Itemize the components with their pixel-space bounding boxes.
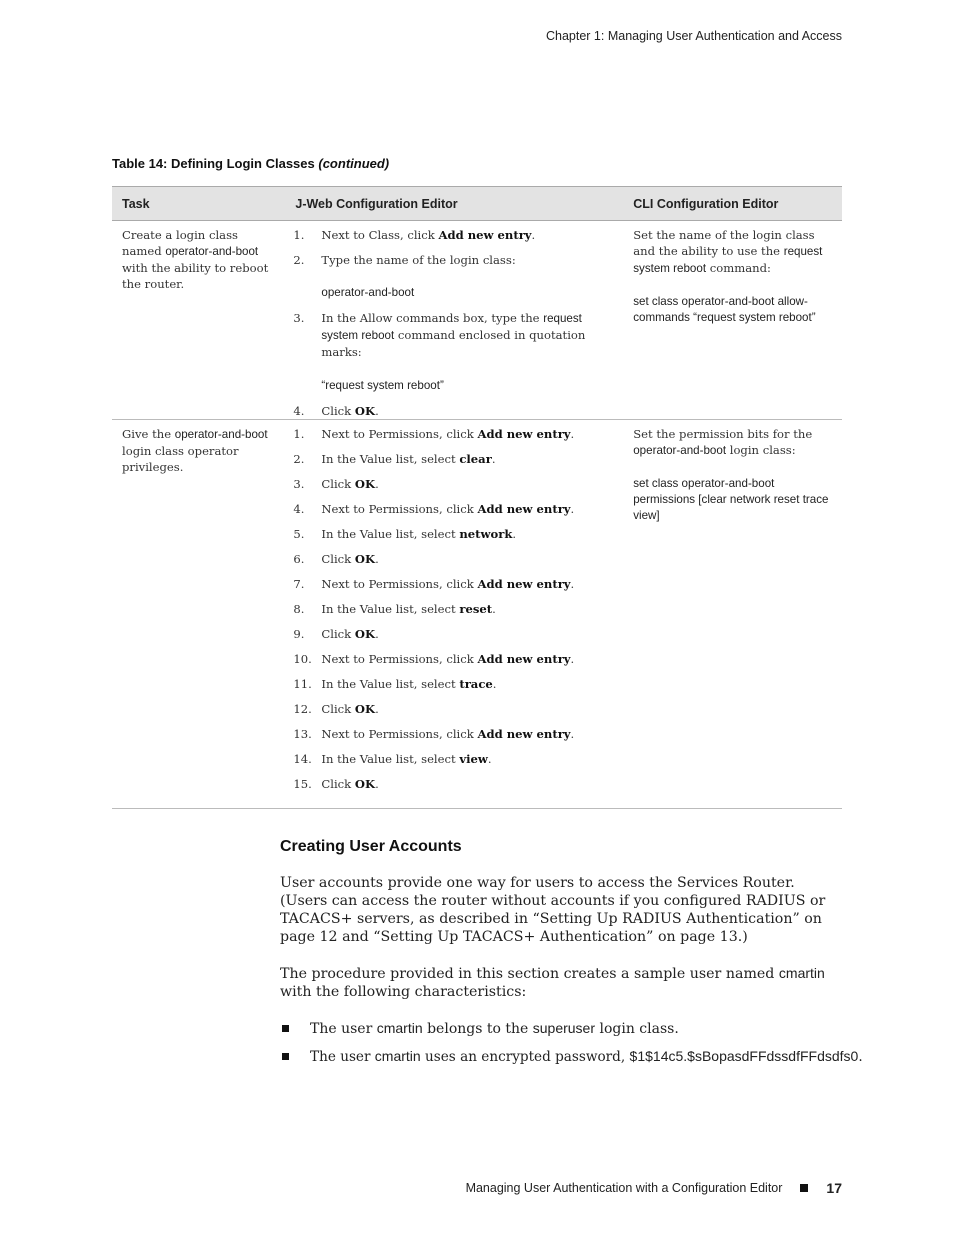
footer-title: Managing User Authentication with a Configuration Editor xyxy=(465,1181,783,1195)
step xyxy=(293,776,615,792)
step-number: 4. xyxy=(293,404,305,418)
cli-description: Set the permission bits for the operator-and-boot login class: xyxy=(633,427,813,457)
step-text: In the Value list, select reset. xyxy=(321,602,496,616)
login-classes-table xyxy=(112,186,842,809)
bullet-text: The user cmartin uses an encrypted password, $1$14c5.$sBopasdFFdssdfFFdsdfs0. xyxy=(310,1048,863,1065)
task-cell xyxy=(112,420,285,809)
cli-cell xyxy=(623,420,842,809)
step xyxy=(293,310,615,360)
example-login-class: operator-and-boot xyxy=(321,286,415,299)
table-row xyxy=(112,221,842,420)
step-number: 2. xyxy=(293,253,305,267)
step-number: 13. xyxy=(293,727,312,741)
step-number: 3. xyxy=(293,477,305,491)
step-number: 9. xyxy=(293,627,305,641)
step-text: Type the name of the login class: xyxy=(321,253,516,267)
step-text: Next to Class, click Add new entry. xyxy=(321,228,536,242)
step xyxy=(293,751,615,767)
step xyxy=(293,676,615,692)
step-text: In the Allow commands box, type the request system reboot command enclosed in quotation marks: xyxy=(321,311,586,359)
step-number: 4. xyxy=(293,502,305,516)
step xyxy=(293,501,615,517)
step-text: Click OK. xyxy=(321,477,379,491)
cli-command: set class operator-and-boot permissions [clear network reset trace view] xyxy=(633,477,829,522)
step xyxy=(293,526,615,542)
step-text: Next to Permissions, click Add new entry. xyxy=(321,652,575,666)
step xyxy=(293,726,615,742)
step xyxy=(293,601,615,617)
example-command: “request system reboot” xyxy=(321,379,444,392)
step xyxy=(293,476,615,492)
column-header-jweb: J-Web Configuration Editor xyxy=(285,187,623,221)
step xyxy=(293,701,615,717)
step-number: 5. xyxy=(293,527,305,541)
step-number: 1. xyxy=(293,427,305,441)
table-caption xyxy=(112,156,389,171)
cli-description: Set the name of the login class and the ability to use the request system reboot command: xyxy=(633,228,823,275)
paragraph: User accounts provide one way for users to access the Services Router. (Users can access the router without accounts if you configured RADIUS or TACACS+ servers, as described in “Setting Up RADIUS Authentication” on page 12 and “Setting Up TACACS+ Authentication” on page 13.) xyxy=(280,875,826,945)
step-number: 7. xyxy=(293,577,305,591)
step-text: In the Value list, select network. xyxy=(321,527,517,541)
step xyxy=(293,626,615,642)
creating-user-accounts-section xyxy=(280,838,863,1075)
bullet-square-icon xyxy=(282,1053,289,1060)
step-text: Next to Permissions, click Add new entry. xyxy=(321,727,575,741)
step-number: 2. xyxy=(293,452,305,466)
step xyxy=(293,252,615,268)
table-caption-continued: (continued) xyxy=(318,156,390,171)
cli-cell xyxy=(623,221,842,420)
step xyxy=(293,227,615,243)
step xyxy=(293,451,615,467)
step-text: Click OK. xyxy=(321,404,379,418)
step-number: 6. xyxy=(293,552,305,566)
step-text: Click OK. xyxy=(321,552,379,566)
step-number: 10. xyxy=(293,652,312,666)
bullet-text: The user cmartin belongs to the superuser login class. xyxy=(310,1020,679,1037)
step-text: In the Value list, select trace. xyxy=(321,677,497,691)
step xyxy=(293,403,615,419)
step-text: Next to Permissions, click Add new entry. xyxy=(321,427,575,441)
step-number: 11. xyxy=(293,677,312,691)
cli-command: set class operator-and-boot allow-commands “request system reboot” xyxy=(633,295,816,324)
paragraph: The procedure provided in this section creates a sample user named cmartin with the following characteristics: xyxy=(280,965,825,1000)
step xyxy=(293,551,615,567)
section-title: Creating User Accounts xyxy=(280,838,462,855)
jweb-cell xyxy=(285,420,623,809)
step-text: Click OK. xyxy=(321,777,379,791)
column-header-cli: CLI Configuration Editor xyxy=(623,187,842,221)
permission-steps xyxy=(293,426,615,792)
footer-square-icon xyxy=(800,1184,808,1192)
task-cell xyxy=(112,221,285,420)
page-number: 17 xyxy=(826,1180,842,1196)
jweb-cell xyxy=(285,221,623,420)
table-row xyxy=(112,420,842,809)
task-code: operator-and-boot xyxy=(165,245,259,258)
table-header-row xyxy=(112,187,842,221)
running-header: Chapter 1: Managing User Authentication and Access xyxy=(545,29,842,43)
step-text: Click OK. xyxy=(321,627,379,641)
task-text: Give the xyxy=(122,427,172,441)
step-number: 1. xyxy=(293,228,305,242)
table-caption-title: Table 14: Defining Login Classes xyxy=(112,156,315,171)
step xyxy=(293,651,615,667)
step-number: 8. xyxy=(293,602,305,616)
task-text: login class operator privileges. xyxy=(122,444,239,474)
step-number: 3. xyxy=(293,311,305,325)
step-text: Next to Permissions, click Add new entry. xyxy=(321,577,575,591)
step xyxy=(293,426,615,442)
task-code: operator-and-boot xyxy=(174,428,268,441)
bullet-item xyxy=(280,1047,863,1066)
step xyxy=(293,576,615,592)
step-number: 15. xyxy=(293,777,312,791)
task-text: Create a login class named xyxy=(122,228,238,258)
step-number: 12. xyxy=(293,702,312,716)
task-text: with the ability to reboot the router. xyxy=(122,261,269,291)
bullet-item xyxy=(280,1019,842,1038)
step-text: In the Value list, select clear. xyxy=(321,452,496,466)
page-footer xyxy=(466,1180,842,1196)
step-text: Next to Permissions, click Add new entry. xyxy=(321,502,575,516)
step-text: In the Value list, select view. xyxy=(321,752,492,766)
bullet-square-icon xyxy=(282,1025,289,1032)
step-number: 14. xyxy=(293,752,312,766)
step-text: Click OK. xyxy=(321,702,379,716)
column-header-task: Task xyxy=(112,187,285,221)
